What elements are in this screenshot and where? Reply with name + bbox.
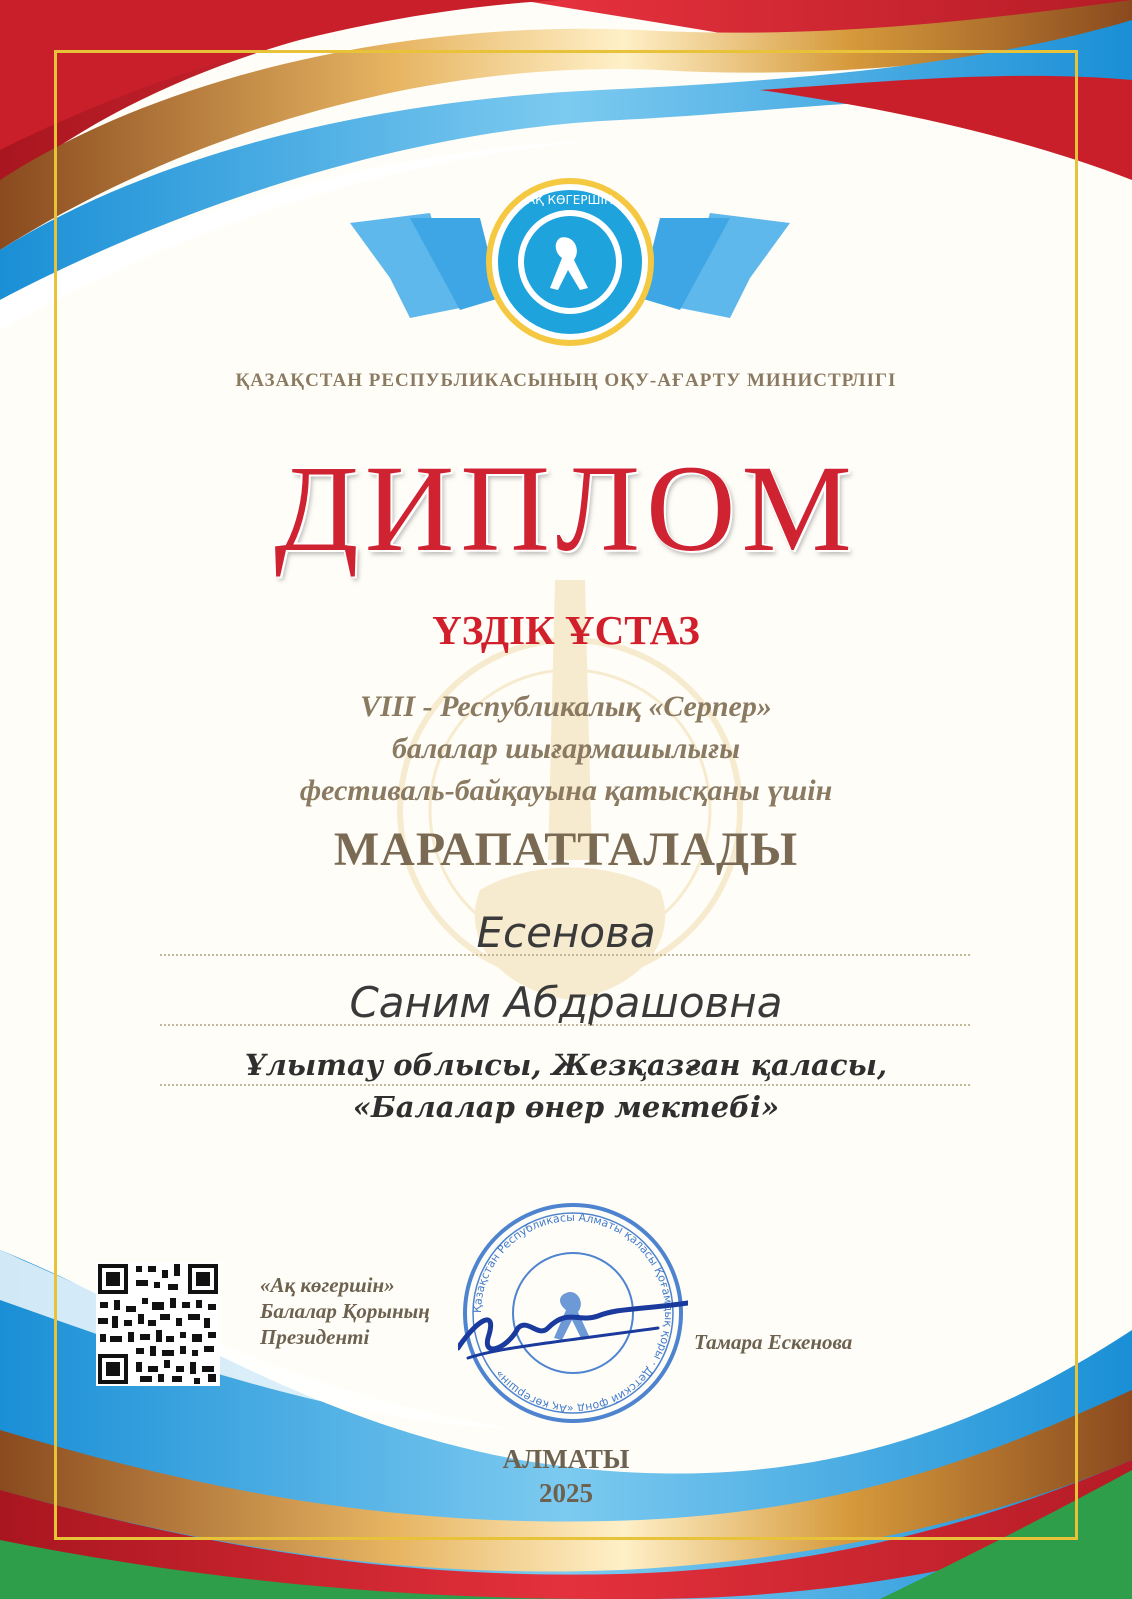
recipient-place: [0, 1044, 1132, 1128]
official-stamp: [458, 1198, 688, 1428]
place-line-2: «Балалар өнер мектебі»: [352, 1090, 780, 1124]
reason-line-1: VIII - Республикалық «Серпер»: [360, 690, 772, 723]
dotted-line: [160, 1024, 970, 1026]
qr-code: [96, 1262, 220, 1386]
signer-name: Тамара Ескенова: [694, 1330, 853, 1354]
place-line-1: Ұлытау облысы, Жезқазған қаласы,: [244, 1048, 888, 1082]
stamp-text: Қазақстан Республикасы Алматы қаласы Қоғамдық қоры · Детский фонд «Ақ көгершін»: [470, 1210, 676, 1416]
president-line-2: Балалар Қорының: [260, 1299, 430, 1323]
issue-city: АЛМАТЫ: [502, 1444, 630, 1474]
issue-year: 2025: [539, 1478, 593, 1508]
diploma-title: ДИПЛОМ: [274, 440, 858, 577]
award-title: ҮЗДІК ҰСТАЗ: [432, 607, 700, 653]
ministry-heading: ҚАЗАҚСТАН РЕСПУБЛИКАСЫНЫҢ ОҚУ-АҒАРТУ МИНИСТРЛІГІ: [235, 370, 897, 391]
president-line-3: Президенті: [260, 1325, 370, 1349]
recipient-name: Саним Абдрашовна: [349, 978, 783, 1027]
president-title: [260, 1272, 430, 1350]
reason-line-2: балалар шығармашылығы: [391, 732, 741, 765]
award-reason: [0, 686, 1132, 812]
issue-place-year: [0, 1442, 1132, 1510]
recipient-surname: Есенова: [476, 908, 656, 957]
ak-kogershin-logo: [350, 178, 790, 348]
awarded-heading: МАРАПАТТАЛАДЫ: [333, 823, 799, 876]
dotted-line: [160, 954, 970, 956]
president-line-1: «Ақ көгершін»: [260, 1273, 395, 1297]
reason-line-3: фестиваль-байқауына қатысқаны үшін: [299, 774, 833, 807]
logo-text: АҚ КӨГЕРШІН: [526, 193, 614, 207]
